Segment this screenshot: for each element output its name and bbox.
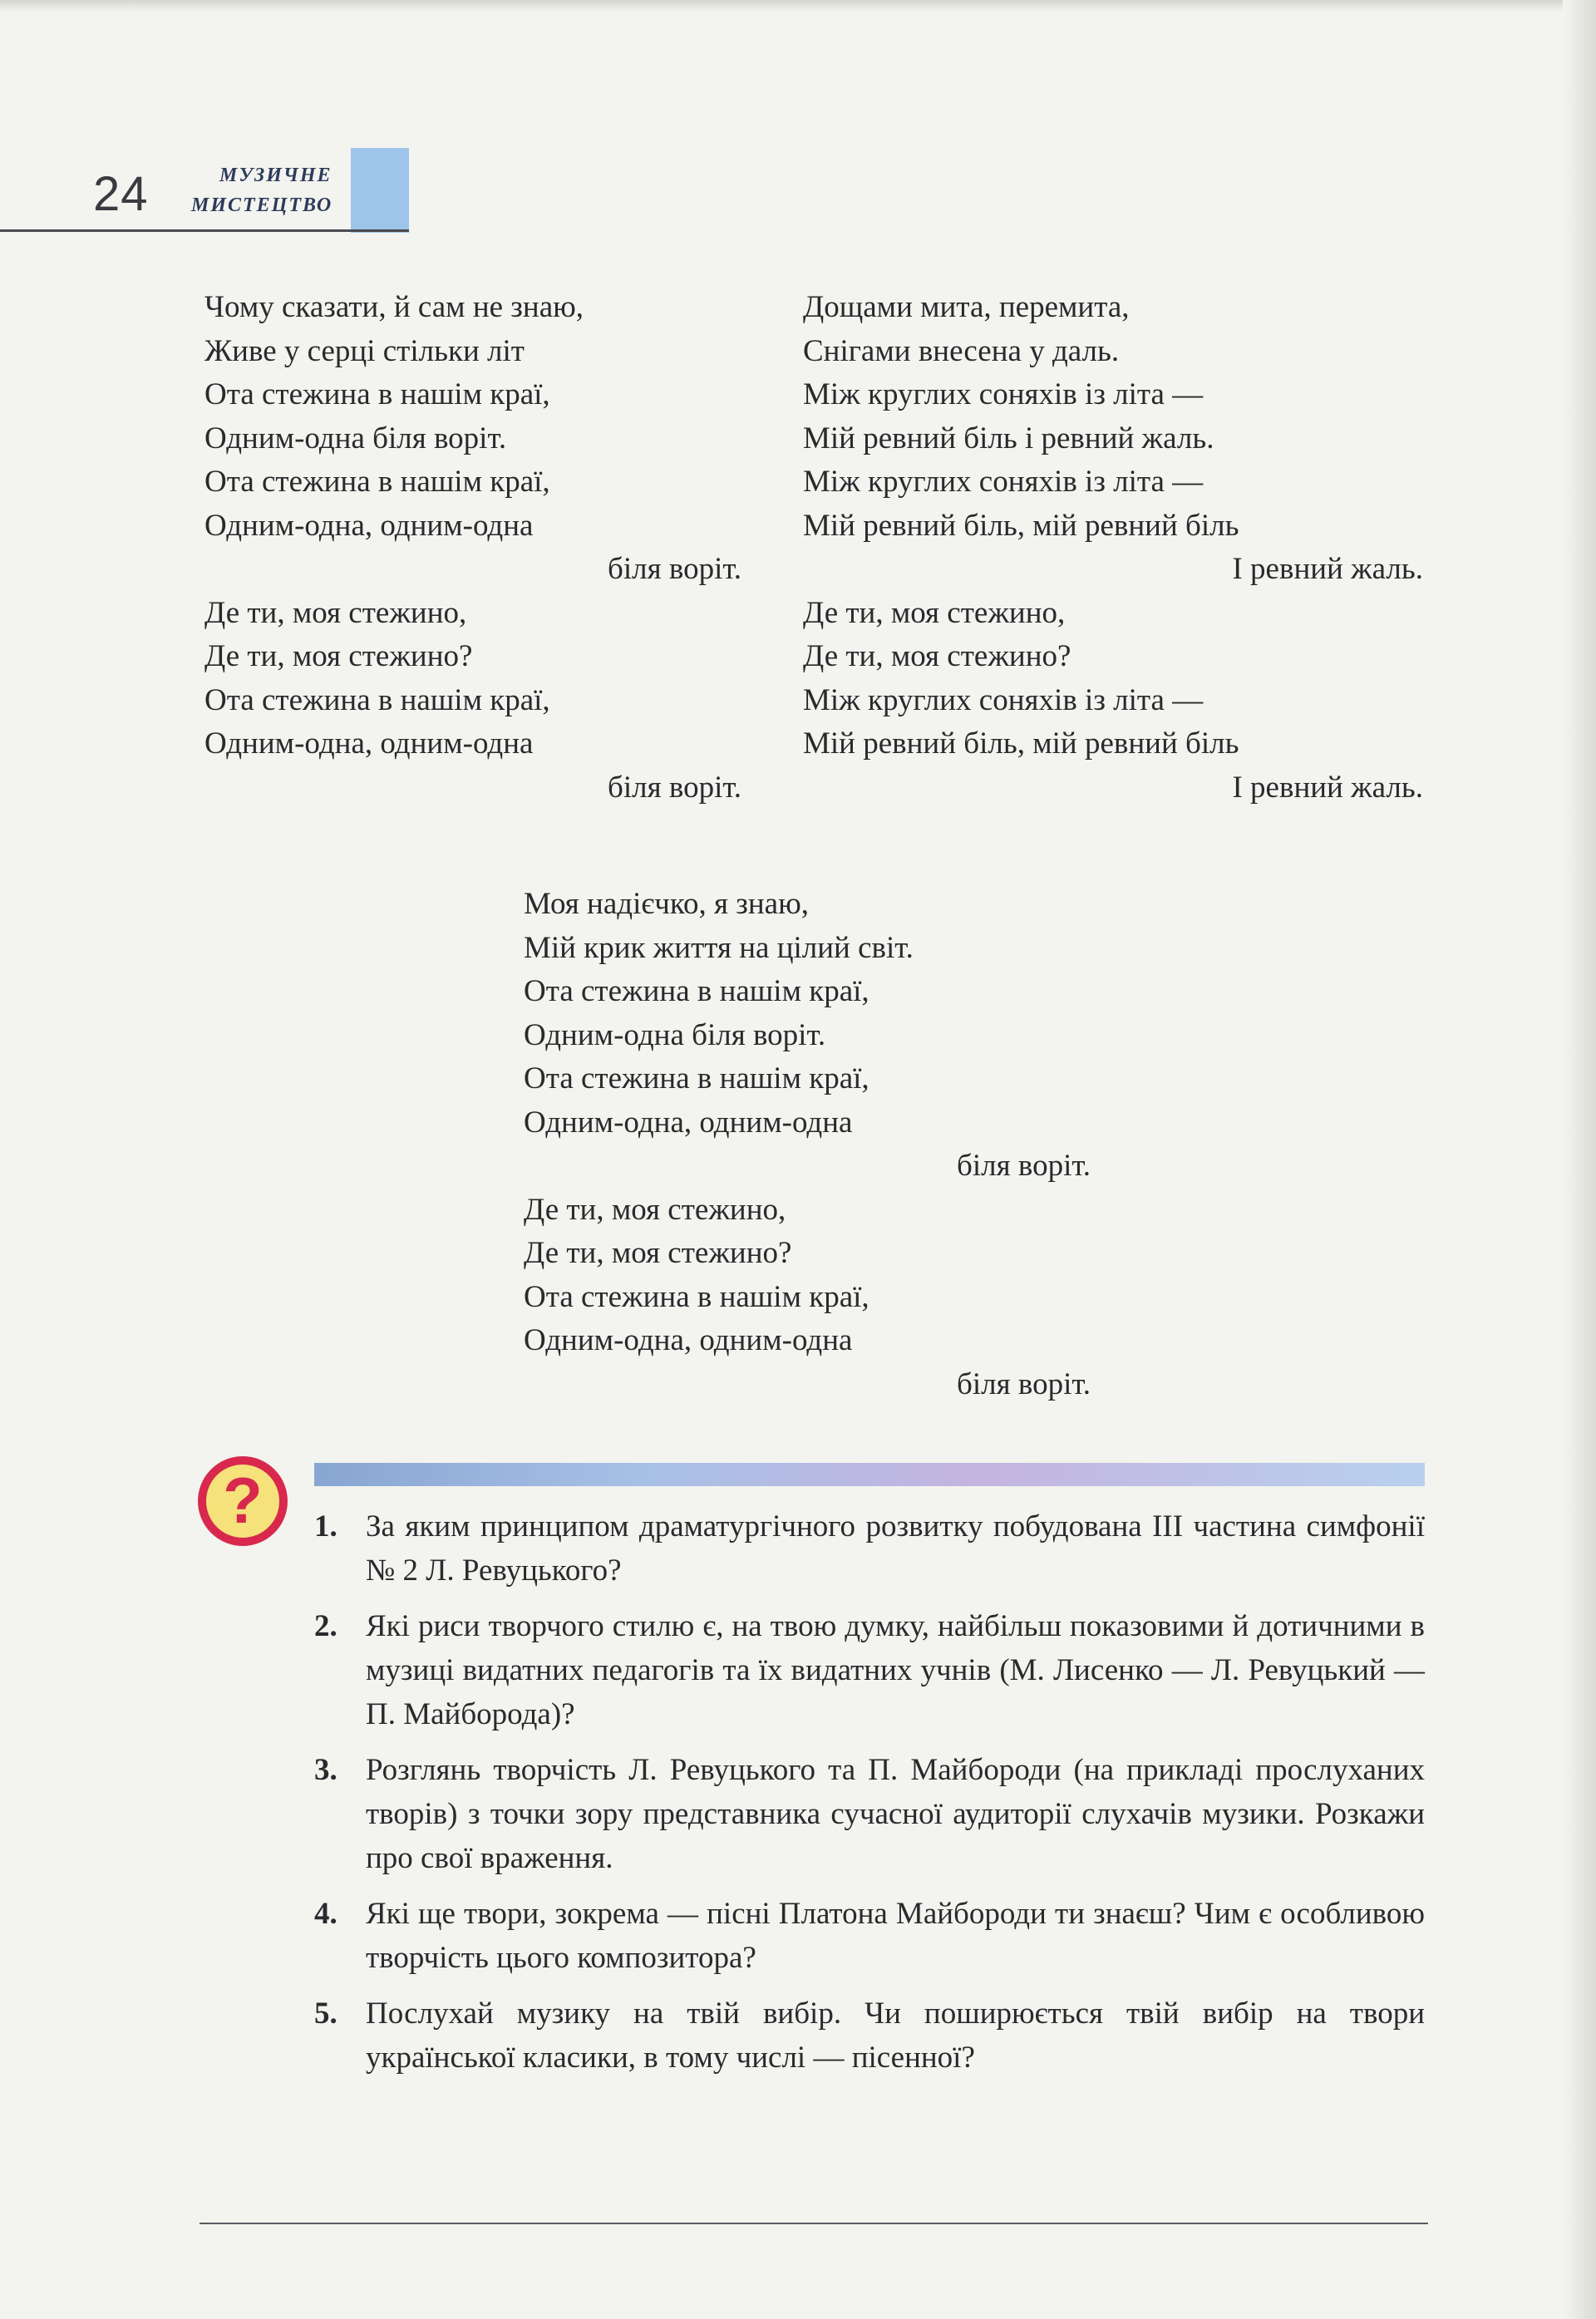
header-rule <box>0 229 409 232</box>
verse-line: Де ти, моя стежино, <box>204 595 467 630</box>
question-number: 4. <box>314 1897 337 1931</box>
question-number: 5. <box>314 1997 337 2031</box>
question-item <box>314 1748 1425 1880</box>
page-edge-shadow <box>1563 0 1596 2319</box>
question-text: Розглянь творчість Л. Ревуцького та П. Майбороди (на прикладі прослуханих творів) з точки зору представника сучасної аудиторії слухачів музики. Розкажи про свої враження. <box>366 1753 1425 1875</box>
question-item <box>314 1892 1425 1980</box>
verse-line: Ота стежина в нашім краї, <box>204 682 550 717</box>
question-item <box>314 1604 1425 1736</box>
verse-line: Мій ревний біль, мій ревний біль <box>803 726 1239 761</box>
verse-line: Ота стежина в нашім краї, <box>524 1279 869 1314</box>
verse-line: Одним-одна, одним-одна <box>204 726 534 761</box>
verse-line-indented: І ревний жаль. <box>1232 552 1423 586</box>
verse-line: Одним-одна, одним-одна <box>524 1323 853 1357</box>
verse-line: Ота стежина в нашім краї, <box>204 465 550 499</box>
verse-line: Одним-одна, одним-одна <box>524 1105 853 1140</box>
header-color-tab <box>351 148 409 233</box>
verse-line-indented: біля воріт. <box>608 552 741 586</box>
verse-line: Снігами внесена у даль. <box>803 333 1120 368</box>
song-verse-center <box>524 883 1091 1406</box>
verse-line: Між круглих соняхів із літа — <box>803 377 1204 411</box>
question-item <box>314 1992 1425 2080</box>
verse-line: Ота стежина в нашім краї, <box>524 974 869 1008</box>
verse-line: Живе у серці стільки літ <box>204 333 525 368</box>
verse-line-indented: біля воріт. <box>957 1366 1091 1401</box>
question-number: 2. <box>314 1609 337 1643</box>
verse-line: Мій ревний біль і ревний жаль. <box>803 421 1214 455</box>
verse-line: Де ти, моя стежино? <box>803 639 1071 673</box>
verse-line: Між круглих соняхів із літа — <box>803 465 1204 499</box>
verse-line: Одним-одна біля воріт. <box>204 421 507 455</box>
verse-line: Де ти, моя стежино? <box>524 1236 792 1270</box>
verse-line-indented: І ревний жаль. <box>1232 770 1423 805</box>
verse-line: Одним-одна, одним-одна <box>204 508 534 543</box>
verse-line: Мій крик життя на цілий світ. <box>524 930 914 965</box>
question-glyph: ? <box>223 1464 263 1537</box>
question-number: 1. <box>314 1509 337 1544</box>
verse-line: Моя надієчко, я знаю, <box>524 887 809 921</box>
verse-line: Де ти, моя стежино? <box>204 639 473 673</box>
verse-line: Ота стежина в нашім краї, <box>524 1061 869 1095</box>
verse-line: Ота стежина в нашім краї, <box>204 377 550 411</box>
verse-line-indented: біля воріт. <box>608 770 741 805</box>
questions-header-bar <box>314 1463 1425 1486</box>
verse-line: Мій ревний біль, мій ревний біль <box>803 508 1239 543</box>
question-text: За яким принципом драматургічного розвитку побудована III частина симфонії № 2 Л. Ревуцького? <box>366 1509 1425 1588</box>
song-verse-left <box>204 286 741 810</box>
question-item <box>314 1504 1425 1593</box>
verse-line-indented: біля воріт. <box>957 1149 1091 1183</box>
verse-line: Де ти, моя стежино, <box>803 595 1066 630</box>
verse-line: Чому сказати, й сам не знаю, <box>204 290 584 324</box>
verse-line: Де ти, моя стежино, <box>524 1192 786 1227</box>
verse-line: Між круглих соняхів із літа — <box>803 682 1204 717</box>
questions-list <box>314 1504 1425 2080</box>
question-text: Які риси творчого стилю є, на твою думку, найбільш показовими й дотичними в музиці видатних педагогів та їх видатних учнів (М. Лисенко — Л. Ревуцький — П. Майборода)? <box>366 1609 1425 1731</box>
verse-line: Одним-одна біля воріт. <box>524 1017 826 1052</box>
subject-title-line1: МУЗИЧНЕ <box>219 165 332 186</box>
question-text: Які ще твори, зокрема — пісні Платона Майбороди ти знаєш? Чим є особливою творчість цього композитора? <box>366 1897 1425 1975</box>
subject-title-line2: МИСТЕЦТВО <box>191 194 333 216</box>
page-top-shade <box>0 0 1596 12</box>
question-mark-icon <box>193 1450 293 1558</box>
question-number: 3. <box>314 1753 337 1787</box>
song-verse-right <box>803 286 1423 810</box>
page-number: 24 <box>93 167 149 221</box>
verse-line: Дощами мита, перемита, <box>803 290 1130 324</box>
question-text: Послухай музику на твій вибір. Чи поширюється твій вибір на твори української класики, в тому числі — пісенної? <box>366 1997 1425 2075</box>
footer-rule <box>200 2223 1428 2224</box>
